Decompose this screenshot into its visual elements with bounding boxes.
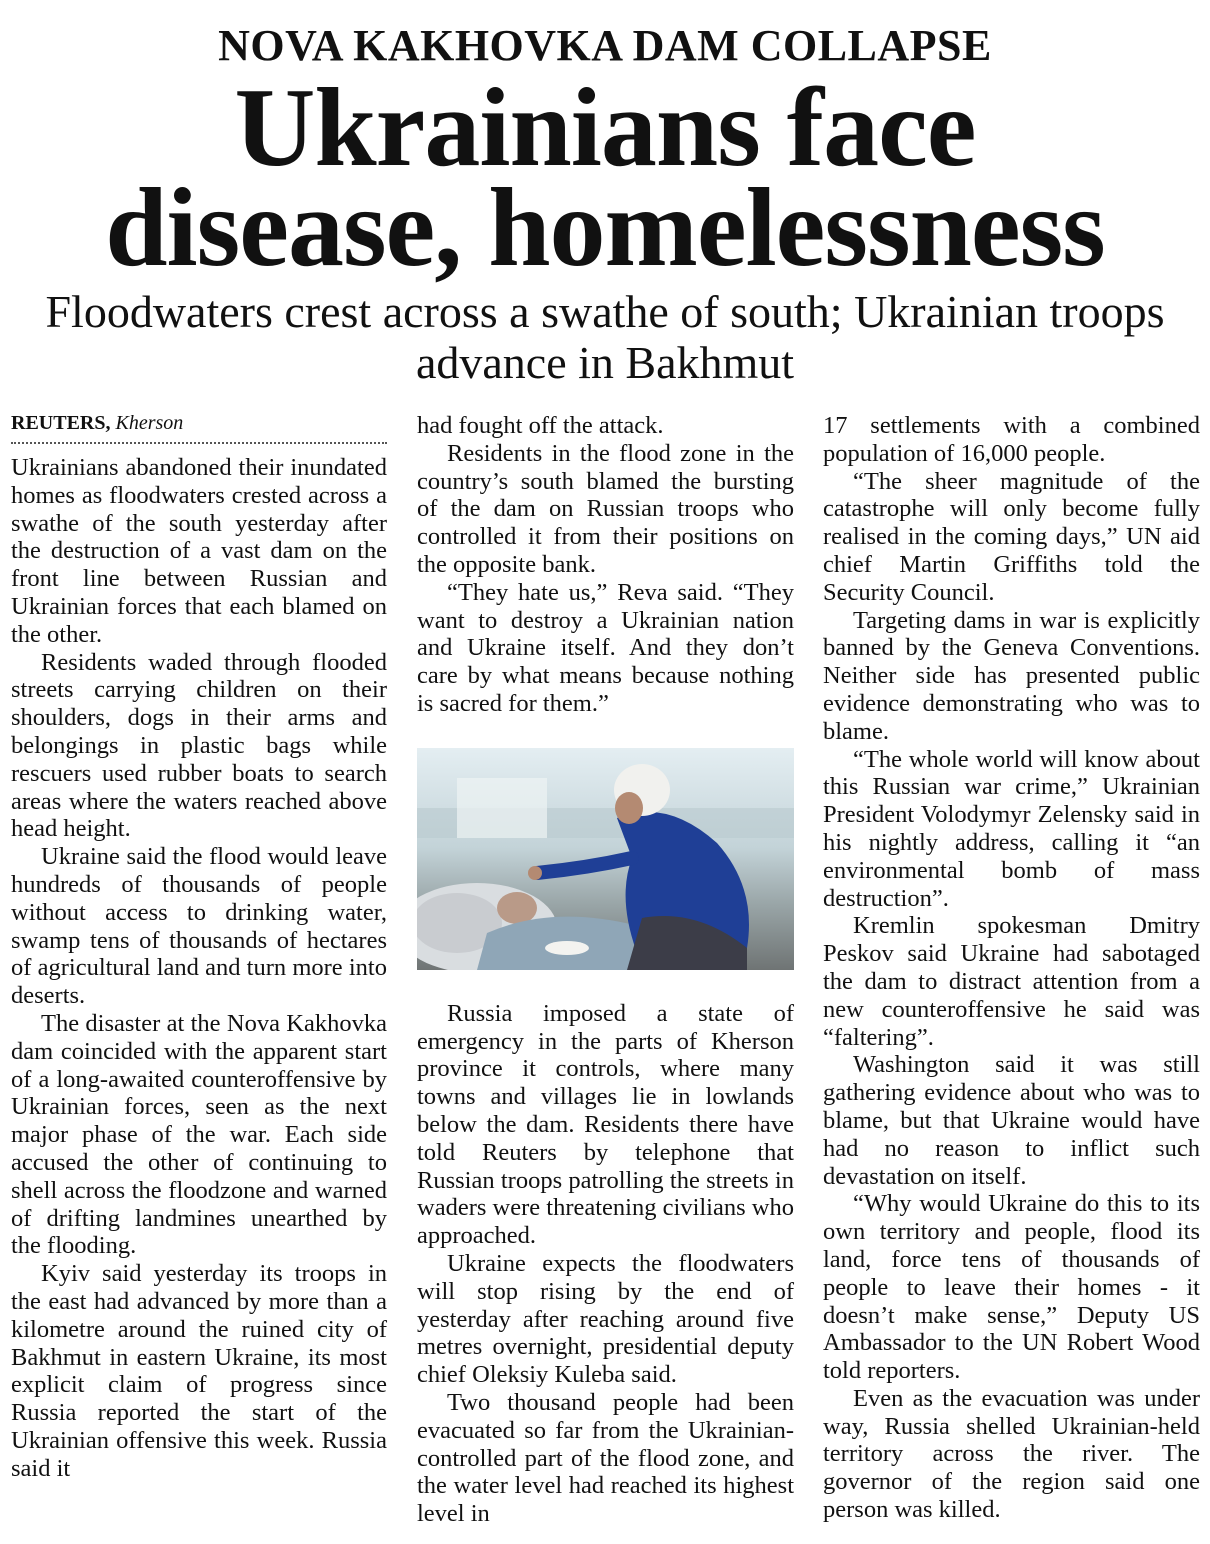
paragraph: Kremlin spokesman Dmitry Peskov said Ukraine had sabotaged the dam to distract attention from a new counteroffensive he said was “faltering”.: [823, 912, 1200, 1051]
paragraph: “Why would Ukraine do this to its own territory and people, flood its land, force tens of thousands of people to leave their homes - it doesn’t make sense,” Deputy US Ambassador to the UN Robert Wood told reporters.: [823, 1190, 1200, 1385]
paragraph: Targeting dams in war is explicitly banned by the Geneva Conventions. Neither side has presented public evidence demonstrating who was to blame.: [823, 606, 1200, 745]
paragraph: 17 settlements with a combined population of 16,000 people.: [823, 412, 1200, 467]
paragraph: “The whole world will know about this Russian war crime,” Ukrainian President Volodymyr Zelensky said in his nightly address, calling it “an environmental bomb of mass destruction”.: [823, 745, 1200, 912]
photo-illustration: [417, 748, 794, 970]
headline-line-1: Ukrainians face: [234, 66, 976, 190]
deck: Floodwaters crest across a swathe of south; Ukrainian troops advance in Bakhmut: [45, 286, 1165, 388]
byline-agency: REUTERS,: [11, 412, 111, 434]
article-column-2: [417, 412, 794, 1528]
news-photo: [417, 748, 794, 970]
paragraph: had fought off the attack.: [417, 412, 664, 439]
paragraph: Washington said it was still gathering evidence about who was to blame, but that Ukraine would have had no reason to inflict such devastation on itself.: [823, 1051, 1200, 1190]
article-column-1: [11, 410, 387, 1482]
byline-dateline: Kherson: [115, 412, 184, 434]
headline-line-2: disease, homelessness: [105, 166, 1105, 290]
paragraph: “They hate us,” Reva said. “They want to destroy a Ukrainian nation and Ukraine itself. And they don’t care by what means because nothing is sacred for them.”: [417, 578, 794, 717]
paragraph: “The sheer magnitude of the catastrophe will only become fully realised in the coming days,” UN aid chief Martin Griffiths told the Security Council.: [823, 467, 1200, 606]
byline: [11, 410, 387, 444]
kicker: NOVA KAKHOVKA DAM COLLAPSE: [218, 21, 992, 70]
paragraph: Ukraine expects the floodwaters will stop rising by the end of yesterday after reaching around five metres overnight, presidential deputy chief Oleksiy Kuleba said.: [417, 1249, 794, 1389]
article-column-3: [823, 412, 1200, 1524]
paragraph: The disaster at the Nova Kakhovka dam coincided with the apparent start of a long-awaited counteroffensive by Ukrainian forces, seen as the next major phase of the war. Each side accused the other of continuing to shell across the floodzone and warned of drifting landmines unearthed by the flooding.: [11, 1009, 387, 1260]
paragraph: Even as the evacuation was under way, Russia shelled Ukrainian-held territory across the river. The governor of the region said one person was killed.: [823, 1384, 1200, 1524]
paragraph: Ukraine said the flood would leave hundreds of thousands of people without access to drinking water, swamp tens of thousands of hectares of agricultural land and turn more into deserts.: [11, 843, 387, 1010]
paragraph: Russia imposed a state of emergency in the parts of Kherson province it controls, where many towns and villages lie in lowlands below the dam. Residents there have told Reuters by telephone that Russian troops patrolling the streets in waders were threatening civilians who approached.: [417, 999, 794, 1250]
paragraph: Two thousand people had been evacuated so far from the Ukrainian-controlled part of the flood zone, and the water level had reached its highest level in: [417, 1388, 794, 1528]
paragraph: Ukrainians abandoned their inundated homes as floodwaters crested across a swathe of the south yesterday after the destruction of a vast dam on the front line between Russian and Ukrainian forces that each blamed on the other.: [11, 454, 387, 648]
paragraph: Residents waded through flooded streets carrying children on their shoulders, dogs in their arms and belongings in plastic bags while rescuers used rubber boats to search areas where the waters reached above head height.: [11, 648, 387, 843]
paragraph: Kyiv said yesterday its troops in the east had advanced by more than a kilometre around the ruined city of Bakhmut in eastern Ukraine, its most explicit claim of progress since Russia reported the start of the Ukrainian offensive this week. Russia said it: [11, 1260, 387, 1482]
paragraph: Residents in the flood zone in the country’s south blamed the bursting of the dam on Russian troops who controlled it from their positions on the opposite bank.: [417, 439, 794, 578]
headline: [0, 66, 1210, 290]
